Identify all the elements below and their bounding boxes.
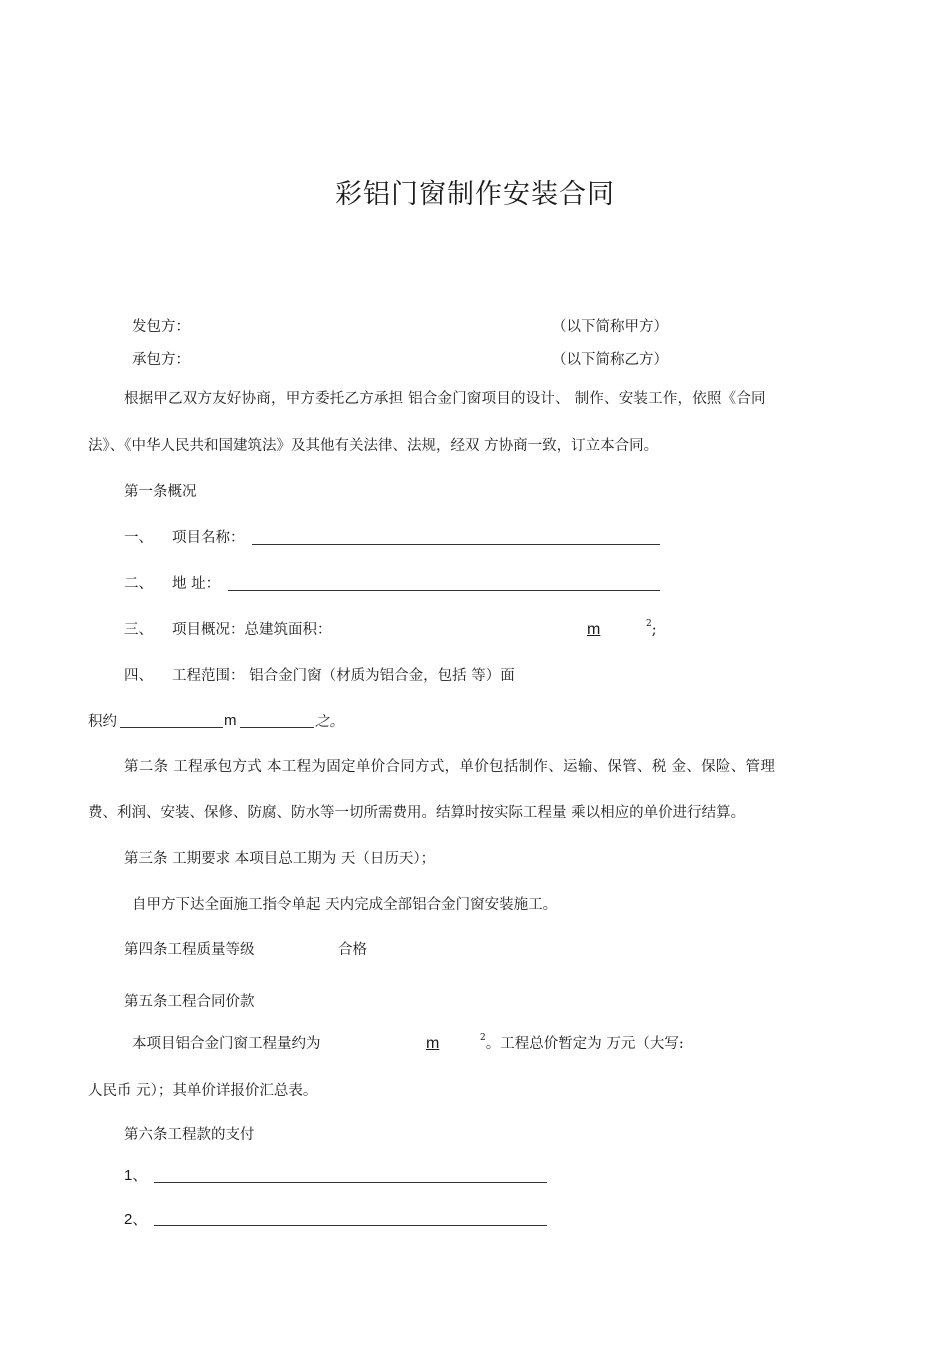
project-name-blank [252, 544, 660, 545]
scope-area-unit: m [224, 712, 237, 729]
article-2-line-1: 第二条 工程承包方式 本工程为固定单价合同方式，单价包括制作、运输、保管、税 金、保险、管理 [124, 759, 776, 775]
intro-line-1: 根据甲乙双方友好协商，甲方委托乙方承担 铝合金门窗项目的设计、 制作、安装工作，依照《合同 [124, 391, 766, 407]
total-area-label: 项目概况：总建筑面积： [172, 622, 332, 638]
scope-text: 工程范围： 铝合金门窗（材质为铝合金，包括 等）面 [172, 668, 515, 684]
article-1-item-3-number: 三、 [124, 622, 153, 638]
party-a-label: 发包方： [132, 319, 190, 335]
payment-item-2-blank [154, 1225, 547, 1226]
area-line-end: ; [651, 622, 657, 638]
article-1-item-4-number: 四、 [124, 668, 153, 684]
quantity-unit-superscript: 2 [480, 1033, 486, 1043]
article-5-line-1-end-group [480, 1034, 684, 1056]
payment-item-2-number: 2、 [124, 1211, 148, 1228]
intro-line-2: 法》、《中华人民共和国建筑法》及其他有关法律、法规，经双 方协商一致，订立本合同。 [88, 438, 659, 454]
article-3-line-1: 第三条 工期要求 本项目总工期为 天（日历天）； [124, 851, 436, 867]
article-3-line-2: 自甲方下达全面施工指令单起 天内完成全部铝合金门窗安装施工。 [132, 897, 558, 913]
area-unit-superscript-group [646, 620, 657, 642]
address-blank [228, 590, 660, 591]
quantity-unit: m [426, 1035, 440, 1052]
article-5-line-1-start: 本项目铝合金门窗工程量约为 [132, 1036, 321, 1052]
article-2-line-2: 费、利润、安装、保修、防腐、防水等一切所需费用。结算时按实际工程量 乘以相应的单价进行结算。 [88, 805, 746, 821]
article-6-heading: 第六条工程款的支付 [124, 1127, 255, 1143]
article-5-line-1-end: 。工程总价暂定为 万元（大写: [485, 1036, 684, 1052]
project-name-label: 项目名称： [172, 530, 245, 546]
payment-item-1-number: 1、 [124, 1167, 148, 1184]
payment-item-1-blank [154, 1182, 547, 1183]
area-unit-superscript: 2 [646, 619, 652, 629]
scope-area-blank-2 [240, 727, 314, 728]
article-1-heading: 第一条概况 [124, 484, 197, 500]
quality-grade-value: 合格 [338, 942, 367, 958]
party-b-note: （以下简称乙方） [552, 352, 668, 368]
article-4-heading: 第四条工程质量等级 [124, 942, 255, 958]
scope-area-suffix: 之。 [315, 714, 344, 730]
scope-area-blank [120, 727, 223, 728]
article-1-item-2-number: 二、 [124, 576, 153, 592]
area-unit: m [587, 621, 601, 638]
article-5-line-2: 人民币 元）；其单价详报价汇总表。 [88, 1083, 318, 1099]
document-title: 彩铝门窗制作安装合同 [335, 179, 615, 210]
party-a-note: （以下简称甲方） [552, 319, 668, 335]
party-b-label: 承包方： [132, 352, 190, 368]
scope-area-prefix: 积约 [88, 714, 117, 730]
article-5-heading: 第五条工程合同价款 [124, 994, 255, 1010]
article-1-item-1-number: 一、 [124, 530, 153, 546]
address-label: 地 址： [172, 576, 221, 592]
